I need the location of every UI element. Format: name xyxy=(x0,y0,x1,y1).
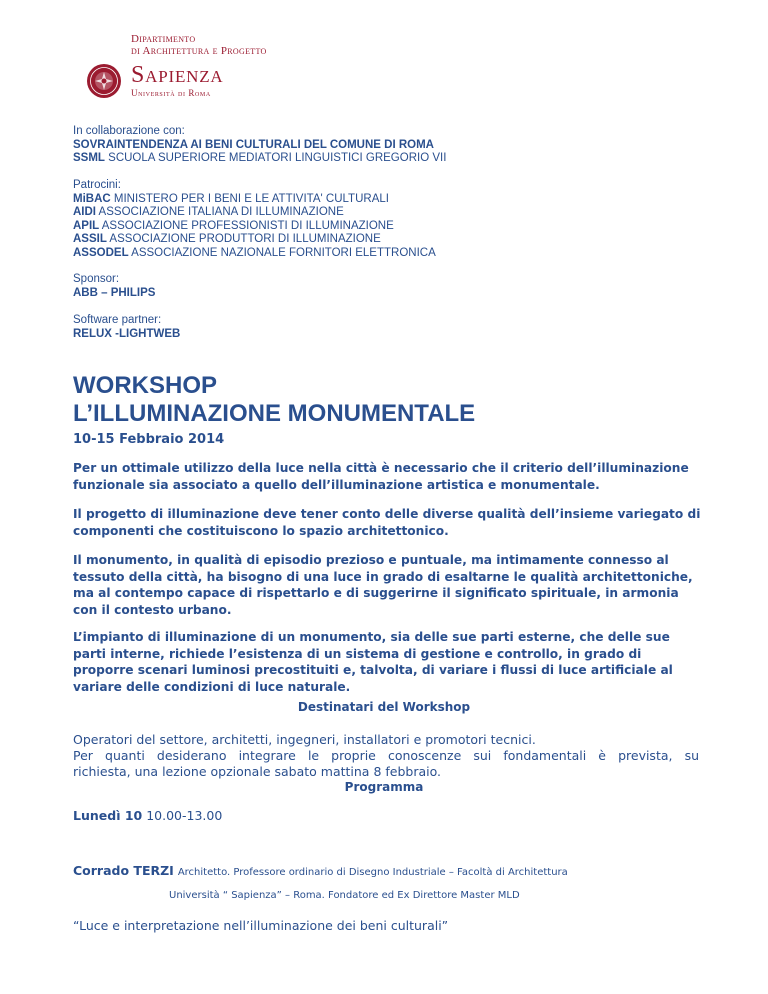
collaboration-item xyxy=(73,139,446,153)
patronage-abbr: ASSIL xyxy=(73,233,107,245)
sponsor-label: Sponsor: xyxy=(73,273,120,285)
patronage-org: ASSOCIAZIONE NAZIONALE FORNITORI ELETTRONICA xyxy=(128,246,436,259)
patronage-block xyxy=(73,179,436,260)
session-day: Lunedì 10 xyxy=(73,808,143,823)
patronage-org: ASSOCIAZIONE PROFESSIONISTI DI ILLUMINAZIONE xyxy=(99,219,394,232)
patronage-item xyxy=(73,220,436,234)
audience-line: Operatori del settore, architetti, ingegneri, installatori e promotori tecnici. xyxy=(73,732,536,747)
patronage-abbr: AIDI xyxy=(73,206,96,218)
collaboration-abbr: SSML xyxy=(73,152,105,164)
paragraph: Il monumento, in qualità di episodio prezioso e puntuale, ma intimamente connesso al tessuto della città, ha bisogno di una luce in grado di esaltarne le qualità architettoniche, ma al contempo capace di rispettarlo e di suggerirne il significato spirituale, in armonia con il contesto urbano. xyxy=(73,553,693,617)
program-heading: Programma xyxy=(344,780,424,794)
audience-heading: Destinatari del Workshop xyxy=(297,700,471,714)
patronage-org: MINISTERO PER I BENI E LE ATTIVITA' CULTURALI xyxy=(110,192,389,205)
audience-line: richiesta, una lezione opzionale sabato mattina 8 febbraio. xyxy=(73,764,441,779)
collaboration-org: SCUOLA SUPERIORE MEDIATORI LINGUISTICI GREGORIO VII xyxy=(104,152,447,164)
collaboration-abbr: SOVRAINTENDENZA AI BENI CULTURALI DEL COMUNE DI ROMA xyxy=(73,138,434,151)
department-line-1: Dipartimento xyxy=(131,33,196,45)
software-partner-value: RELUX -LIGHTWEB xyxy=(73,327,181,340)
department-line-2: di Architettura e Progetto xyxy=(131,45,267,57)
patronage-abbr: MiBAC xyxy=(73,192,111,205)
patronage-label: Patrocini: xyxy=(73,179,121,191)
department-name xyxy=(131,33,267,57)
audience-text xyxy=(73,732,699,780)
paragraph: L’impianto di illuminazione di un monumento, sia delle sue parti esterne, che delle sue parti interne, richiede l’esistenza di un sistema di gestione e controllo, in grado di proporre scenari luminosi precostituiti e, talvolta, di variare i flussi di luce artificiale al variare delle condizioni di luce naturale. xyxy=(73,630,673,694)
university-subtitle: Università di Roma xyxy=(131,88,211,98)
patronage-abbr: ASSODEL xyxy=(73,246,129,259)
collaboration-block xyxy=(73,125,446,166)
collaboration-label: In collaborazione con: xyxy=(73,125,185,137)
patronage-org: ASSOCIAZIONE PRODUTTORI DI ILLUMINAZIONE xyxy=(106,233,381,245)
audience-line: Per quanti desiderano integrare le proprie conoscenze sui fondamentali è prevista, su xyxy=(73,748,699,763)
patronage-item xyxy=(73,193,436,207)
sponsor-value: ABB – PHILIPS xyxy=(73,286,156,299)
patronage-item xyxy=(73,247,436,261)
software-partner-block xyxy=(73,314,180,341)
university-name: Sapienza xyxy=(131,62,224,88)
session-time xyxy=(73,808,222,823)
patronage-item xyxy=(73,206,436,220)
collaboration-item xyxy=(73,152,446,166)
speaker xyxy=(73,860,568,879)
session-hours: 10.00-13.00 xyxy=(142,808,223,823)
speaker-description: Architetto. Professore ordinario di Disegno Industriale – Facoltà di Architettura xyxy=(177,867,568,878)
speaker-name: Corrado TERZI xyxy=(73,863,174,878)
sapienza-seal-icon xyxy=(86,63,122,99)
workshop-title xyxy=(73,372,475,428)
sponsor-block xyxy=(73,273,155,300)
speaker-affiliation: Università “ Sapienza” – Roma. Fondatore ed Ex Direttore Master MLD xyxy=(169,890,520,901)
software-partner-value-row xyxy=(73,328,180,342)
title-line-1: WORKSHOP xyxy=(73,372,217,399)
sponsor-value-row xyxy=(73,287,155,301)
patronage-item xyxy=(73,233,436,247)
paragraph: Il progetto di illuminazione deve tener conto delle diverse qualità dell’insieme variegato di componenti che costituiscono lo spazio architettonico. xyxy=(73,507,701,538)
paragraph: Per un ottimale utilizzo della luce nella città è necessario che il criterio dell’illuminazione funzionale sia associato a quello dell’illuminazione artistica e monumentale. xyxy=(73,461,689,492)
patronage-org: ASSOCIAZIONE ITALIANA DI ILLUMINAZIONE xyxy=(96,206,344,218)
title-line-2: L’ILLUMINAZIONE MONUMENTALE xyxy=(73,400,476,427)
software-partner-label: Software partner: xyxy=(73,314,162,326)
talk-title: “Luce e interpretazione nell’illuminazione dei beni culturali” xyxy=(73,918,449,933)
patronage-abbr: APIL xyxy=(73,219,100,232)
workshop-date: 10-15 Febbraio 2014 xyxy=(73,432,225,447)
